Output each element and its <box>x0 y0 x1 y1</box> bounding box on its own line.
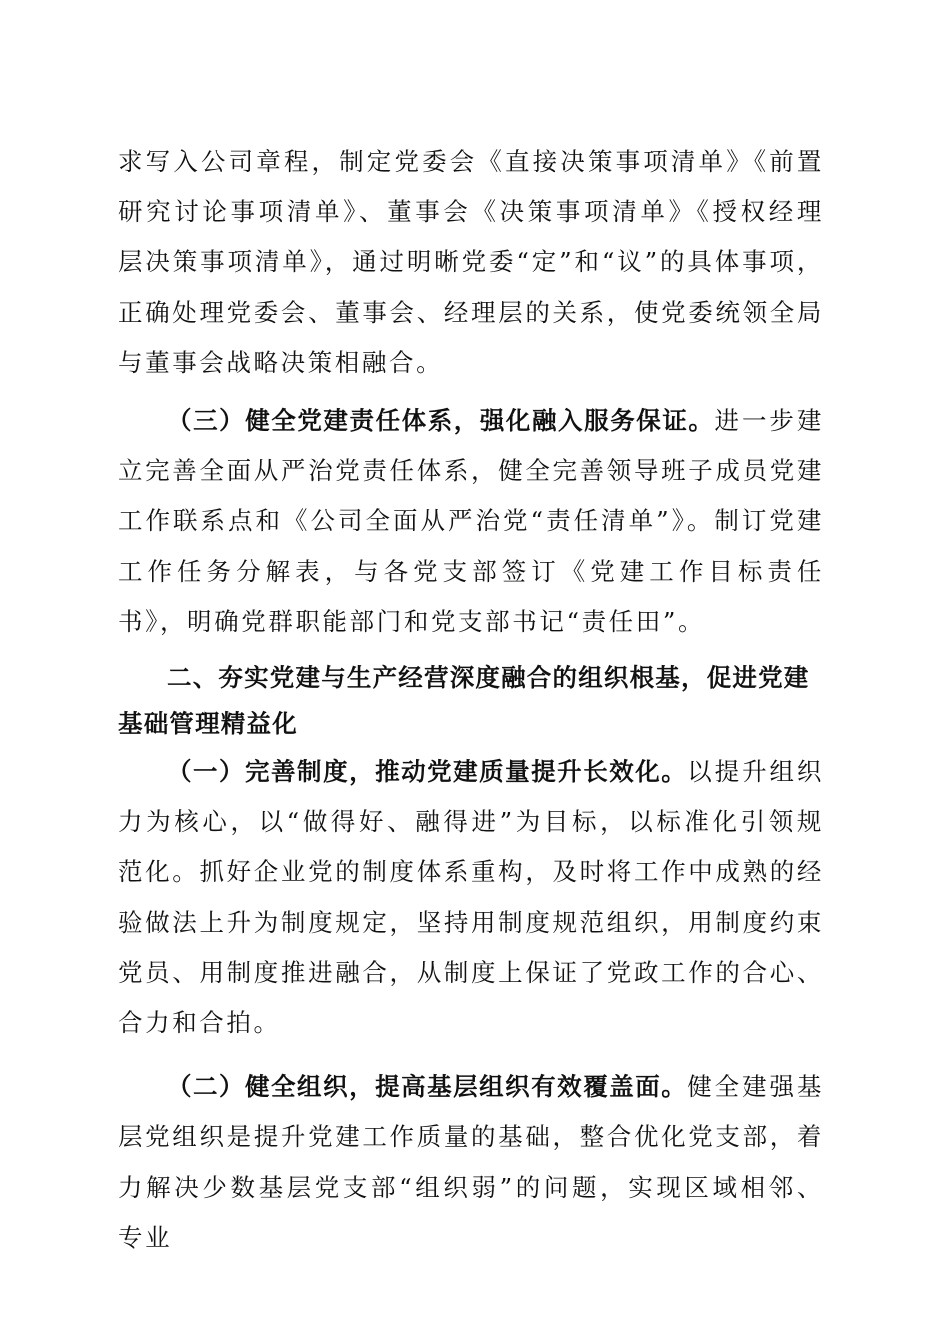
spacer <box>118 1048 824 1062</box>
paragraph-body: 求写入公司章程，制定党委会《直接决策事项清单》《前置研究讨论事项清单》、董事会《决策事项清单》《授权经理层决策事项清单》，通过明晰党委“定”和“议”的具体事项，正确处理党委会、董事会、经理层的关系，使党委统领全局与董事会战略决策相融合。 <box>118 147 824 377</box>
paragraph-body: 健全建强基层党组织是提升党建工作质量的基础，整合优化党支部，着力解决少数基层党支部“组织弱”的问题，实现区域相邻、专业 <box>118 1072 824 1252</box>
spacer <box>118 647 824 655</box>
section-heading-2: 二、夯实党建与生产经营深度融合的组织根基，促进党建基础管理精益化 <box>118 663 810 739</box>
document-page <box>118 137 824 1263</box>
paragraph-body: 以提升组织力为核心，以“做得好、融得进”为目标，以标准化引领规范化。抓好企业党的制度体系重构，及时将工作中成熟的经验做法上升为制度规定，坚持用制度规范组织，用制度约束党员、用制度推进融合，从制度上保证了党政工作的合心、合力和合拍。 <box>118 757 824 1038</box>
paragraph-subsection-1 <box>118 747 824 1048</box>
paragraph-section-3 <box>118 396 824 647</box>
paragraph-lead: （三）健全党建责任体系，强化融入服务保证。 <box>167 406 715 436</box>
paragraph-body: 进一步建立完善全面从严治党责任体系，健全完善领导班子成员党建工作联系点和《公司全面从严治党“责任清单”》。制订党建工作任务分解表，与各党支部签订《党建工作目标责任书》，明确党群职能部门和党支部书记“责任田”。 <box>118 406 824 636</box>
spacer <box>118 388 824 396</box>
paragraph-subsection-2 <box>118 1062 824 1263</box>
paragraph-lead: （一）完善制度，推动党建质量提升长效化。 <box>167 757 688 787</box>
paragraph-lead: （二）健全组织，提高基层组织有效覆盖面。 <box>167 1072 688 1102</box>
paragraph-continuation <box>118 137 824 388</box>
